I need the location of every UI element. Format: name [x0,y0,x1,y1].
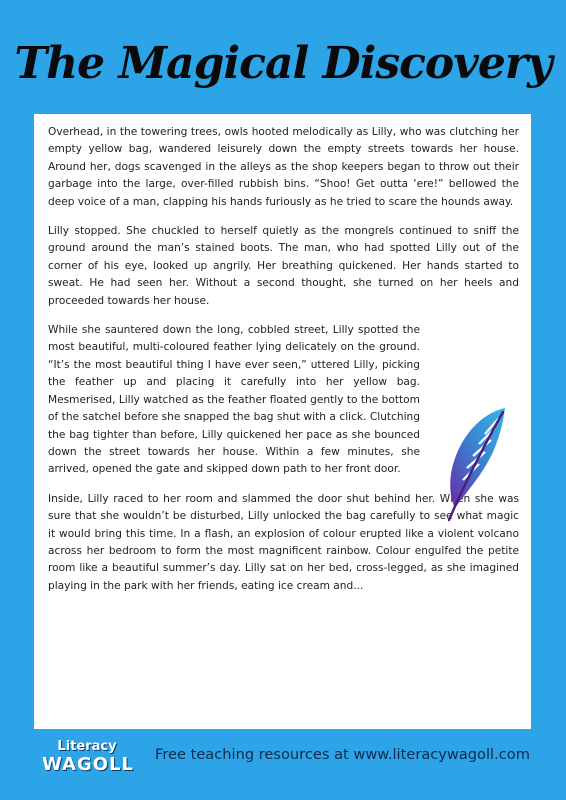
literacy-wagoll-logo[interactable] [42,738,132,780]
logo-line-1: Literacy [57,739,117,754]
story-paragraph-3: While she sauntered down the long, cobbled street, Lilly spotted the most beautiful, multi-coloured feather lying delicately on the ground. “It’s the most beautiful thing I have ever seen,” uttered Lilly, picking the feather up and placing it carefully into her yellow bag. Mesmerised, Lilly watched as the feather floated gently to the bottom of the satchel before she snapped the bag shut with a click. Clutching the bag tighter than before, Lilly quickened her pace as she bounced down the street towards her house. Within a few minutes, she arrived, opened the gate and skipped down path to her front door. [48,324,420,476]
page-title: The Magical Discovery [14,38,552,89]
story-paragraph-4: Inside, Lilly raced to her room and slammed the door shut behind her. When she was sure that she wouldn’t be disturbed, Lilly unlocked the bag carefully to see what magic it would bring this time. In a flash, an explosion of colour erupted like a violent volcano across her bedroom to form the most magnificent rainbow. Colour engulfed the petite room like a beautiful summer’s day. Lilly sat on her bed, cross-legged, as she imagined playing in the park with her friends, eating ice cream and... [48,492,519,592]
story-paragraph-1: Overhead, in the towering trees, owls hooted melodically as Lilly, who was clutching her empty yellow bag, wandered leisurely down the empty streets towards her house. Around her, dogs scavenged in the alleys as the shop keepers began to throw out their garbage into the large, over-filled rubbish bins. “Shoo! Get outta ‘ere!” bellowed the deep voice of a man, clapping his hands furiously as he tried to scare the hounds away. [48,126,519,208]
feather-icon [439,404,511,524]
logo-line-2: WAGOLL [42,754,134,775]
story-paragraph-2: Lilly stopped. She chuckled to herself quietly as the mongrels continued to sniff the ground around the man’s stained boots. The man, who had spotted Lilly out of the corner of his eye, looked up angrily. Her breathing quickened. Her hands started to sweat. He had seen her. Without a second thought, she turned on her heels and proceeded towards her house. [48,225,519,307]
story-panel [34,114,531,729]
footer-link-text[interactable]: Free teaching resources at www.literacywagoll.com [155,746,530,763]
